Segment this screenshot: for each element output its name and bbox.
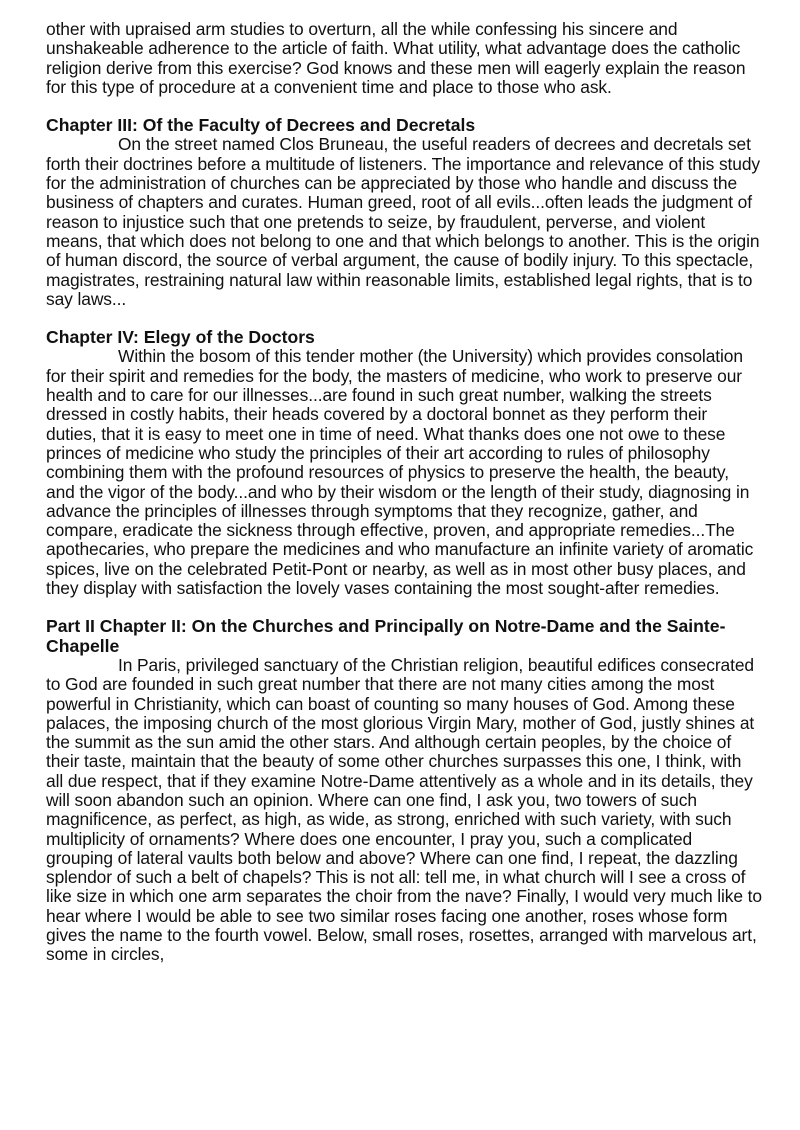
part-ii-chapter-ii-heading: Part II Chapter II: On the Churches and Principally on Notre-Dame and the Sainte-Chapelle — [46, 616, 726, 656]
intro-paragraph-block — [46, 20, 762, 97]
chapter-iii-section — [46, 116, 762, 309]
chapter-iii-heading: Chapter III: Of the Faculty of Decrees and Decretals — [46, 115, 476, 136]
intro-paragraph: other with upraised arm studies to overturn, all the while confessing his sincere and unshakeable adherence to the article of faith. What utility, what advantage does the catholic religion derive from this exercise? God knows and these men will eagerly explain the reason for this type of procedure at a convenient time and place to those who ask. — [46, 19, 746, 97]
part-ii-chapter-ii-body: In Paris, privileged sanctuary of the Christian religion, beautiful edifices consecrated to God are founded in such great number that there are not many cities among the most powerful in Christianity, which can boast of counting so many houses of God. Among these palaces, the imposing church of the most glorious Virgin Mary, mother of God, justly shines at the summit as the sun amid the other stars. And although certain peoples, by the choice of their taste, maintain that the beauty of some other churches surpasses this one, I think, with all due respect, that if they examine Notre-Dame attentively as a whole and in its details, they will soon abandon such an opinion. Where can one find, I ask you, two towers of such magnificence, as perfect, as high, as wide, as strong, enriched with such variety, with such multiplicity of ornaments? Where does one encounter, I pray you, such a complicated grouping of lateral vaults both below and above? Where can one find, I repeat, the dazzling splendor of such a belt of chapels? This is not all: tell me, in what church will I see a cross of like size in which one arm separates the choir from the nave? Finally, I would very much like to hear where I would be able to see two similar roses facing one another, roses whose form gives the name to the fourth vowel. Below, small roses, rosettes, arranged with marvelous art, some in circles, — [46, 654, 762, 965]
chapter-iv-heading: Chapter IV: Elegy of the Doctors — [46, 327, 315, 348]
chapter-iv-body: Within the bosom of this tender mother (the University) which provides consolation for their spirit and remedies for the body, the masters of medicine, who work to preserve our health and to care for our illnesses...are found in such great number, walking the streets dressed in costly habits, their heads covered by a doctoral bonnet as they perform their duties, that it is easy to meet one in time of need. What thanks does one not owe to these princes of medicine who study the principles of their art according to rules of philosophy combining them with the profound resources of physics to preserve the health, the beauty, and the vigor of the body...and who by their wisdom or the length of their study, diagnosing in advance the principles of illnesses through symptoms that they recognize, gather, and compare, eradicate the sickness through effective, proven, and appropriate remedies...The apothecaries, who prepare the medicines and who manufacture an infinite variety of aromatic spices, live on the celebrated Petit-Pont or nearby, as well as in most other busy places, and they display with satisfaction the lovely vases containing the most sought-after remedies. — [46, 346, 754, 599]
part-ii-chapter-ii-section — [46, 617, 762, 964]
chapter-iv-section — [46, 328, 762, 598]
chapter-iii-body: On the street named Clos Bruneau, the useful readers of decrees and decretals set forth their doctrines before a multitude of listeners. The importance and relevance of this study for the administration of churches can be appreciated by those who handle and discuss the business of chapters and curates. Human greed, root of all evils...often leads the judgment of reason to injustice such that one pretends to seize, by fraudulent, perverse, and violent means, that which does not belong to one and that which belongs to another. This is the origin of human discord, the source of verbal argument, the cause of bodily injury. To this spectacle, magistrates, restraining natural law within reasonable limits, established legal rights, that is to say laws... — [46, 134, 761, 309]
